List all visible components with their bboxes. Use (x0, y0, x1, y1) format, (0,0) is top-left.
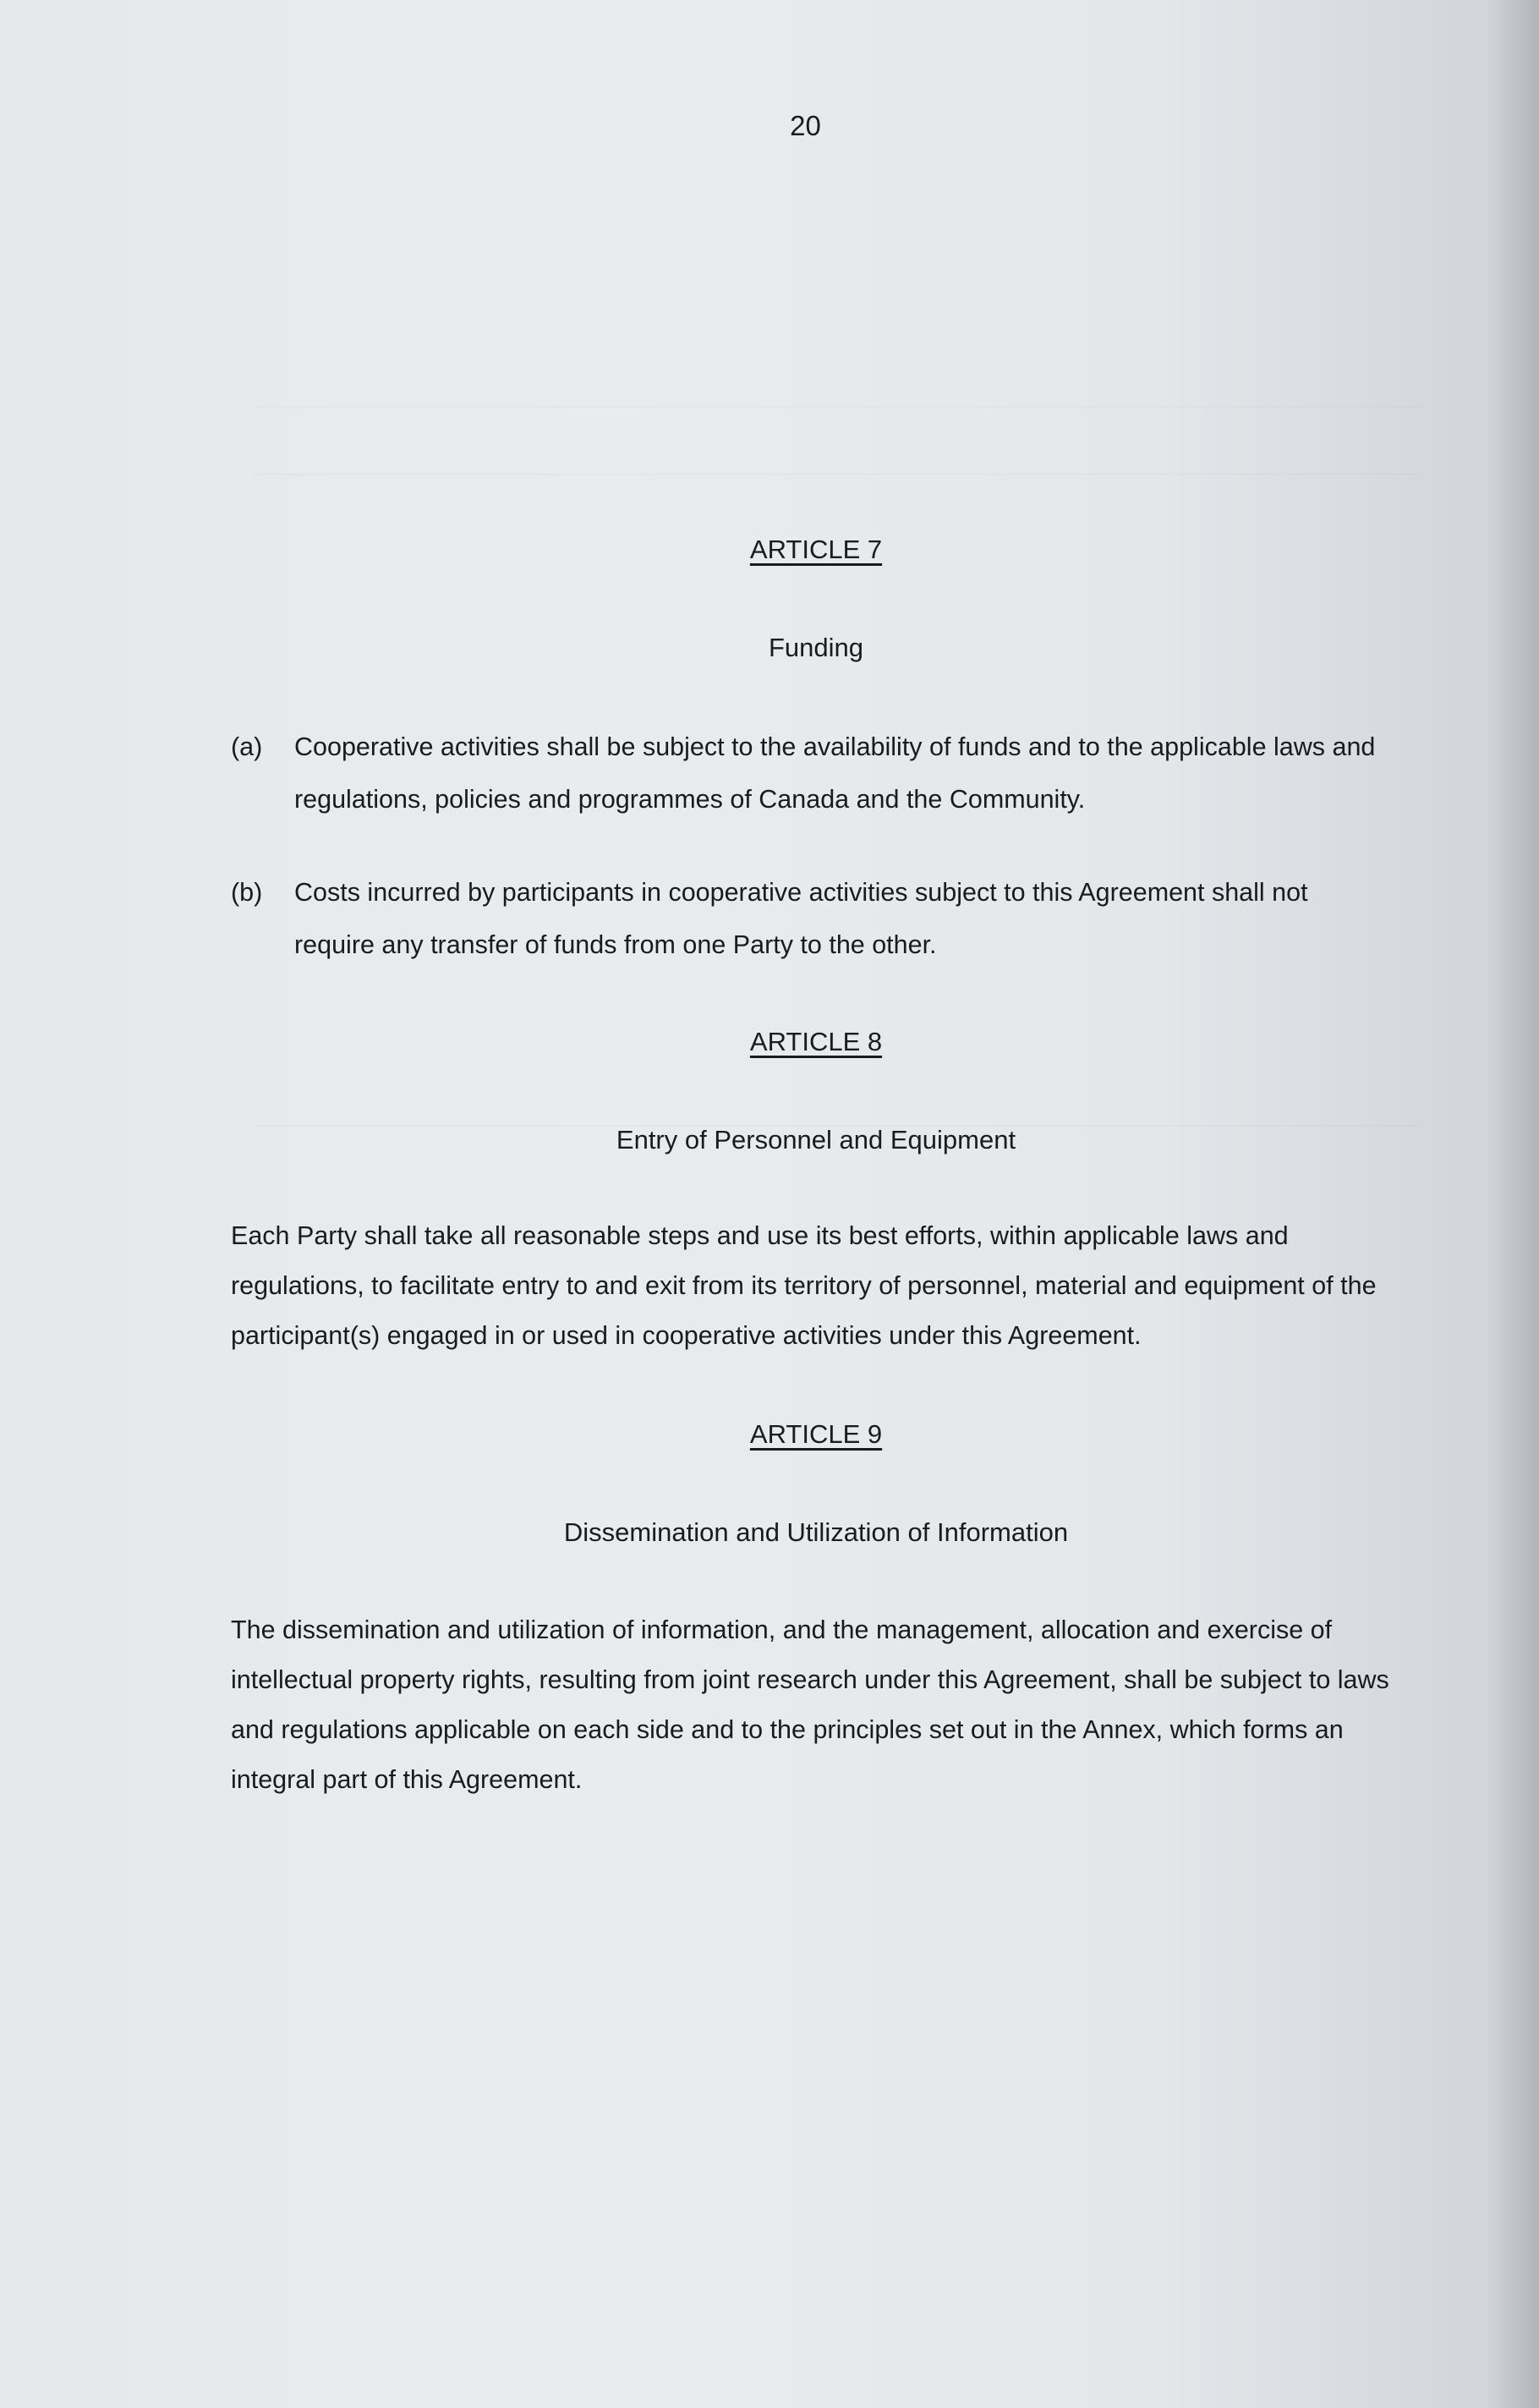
item-label: (a) (231, 732, 263, 761)
article-9-body: The dissemination and utilization of information, and the management, allocation and exercise of intellectual property rights, resulting from joint research under this Agreement, shall be subject to laws and regulations applicable on each side and to the principles set out in the Annex, which forms an integral part of this Agreement. (231, 1615, 1389, 1794)
bleed-through-line (254, 474, 1421, 475)
article-8-title: Entry of Personnel and Equipment (616, 1125, 1016, 1155)
article-7-title: Funding (768, 633, 864, 662)
article-7-heading: ARTICLE 7 (749, 535, 883, 564)
item-text: Costs incurred by participants in cooperative activities subject to this Agreement shall not require any transfer of funds from one Party to the other. (294, 878, 1308, 959)
article-8-body: Each Party shall take all reasonable steps and use its best efforts, within applicable laws and regulations, to facilitate entry to and exit from its territory of personnel, material and equipment of the participant(s) engaged in or used in cooperative activities under this Agreement. (231, 1221, 1377, 1350)
bleed-through-line (254, 406, 1421, 408)
item-label: (b) (231, 878, 263, 907)
page-number: 20 (790, 110, 821, 141)
article-7-item-b (231, 866, 1415, 971)
article-8-heading: ARTICLE 8 (749, 1027, 883, 1056)
page-edge-shadow (1488, 0, 1539, 2408)
article-9-heading: ARTICLE 9 (749, 1419, 883, 1449)
article-9-title: Dissemination and Utilization of Information (563, 1517, 1069, 1547)
article-7-item-a (231, 721, 1415, 826)
item-text: Cooperative activities shall be subject to the availability of funds and to the applicable laws and regulations, policies and programmes of Canada and the Community. (294, 732, 1376, 814)
